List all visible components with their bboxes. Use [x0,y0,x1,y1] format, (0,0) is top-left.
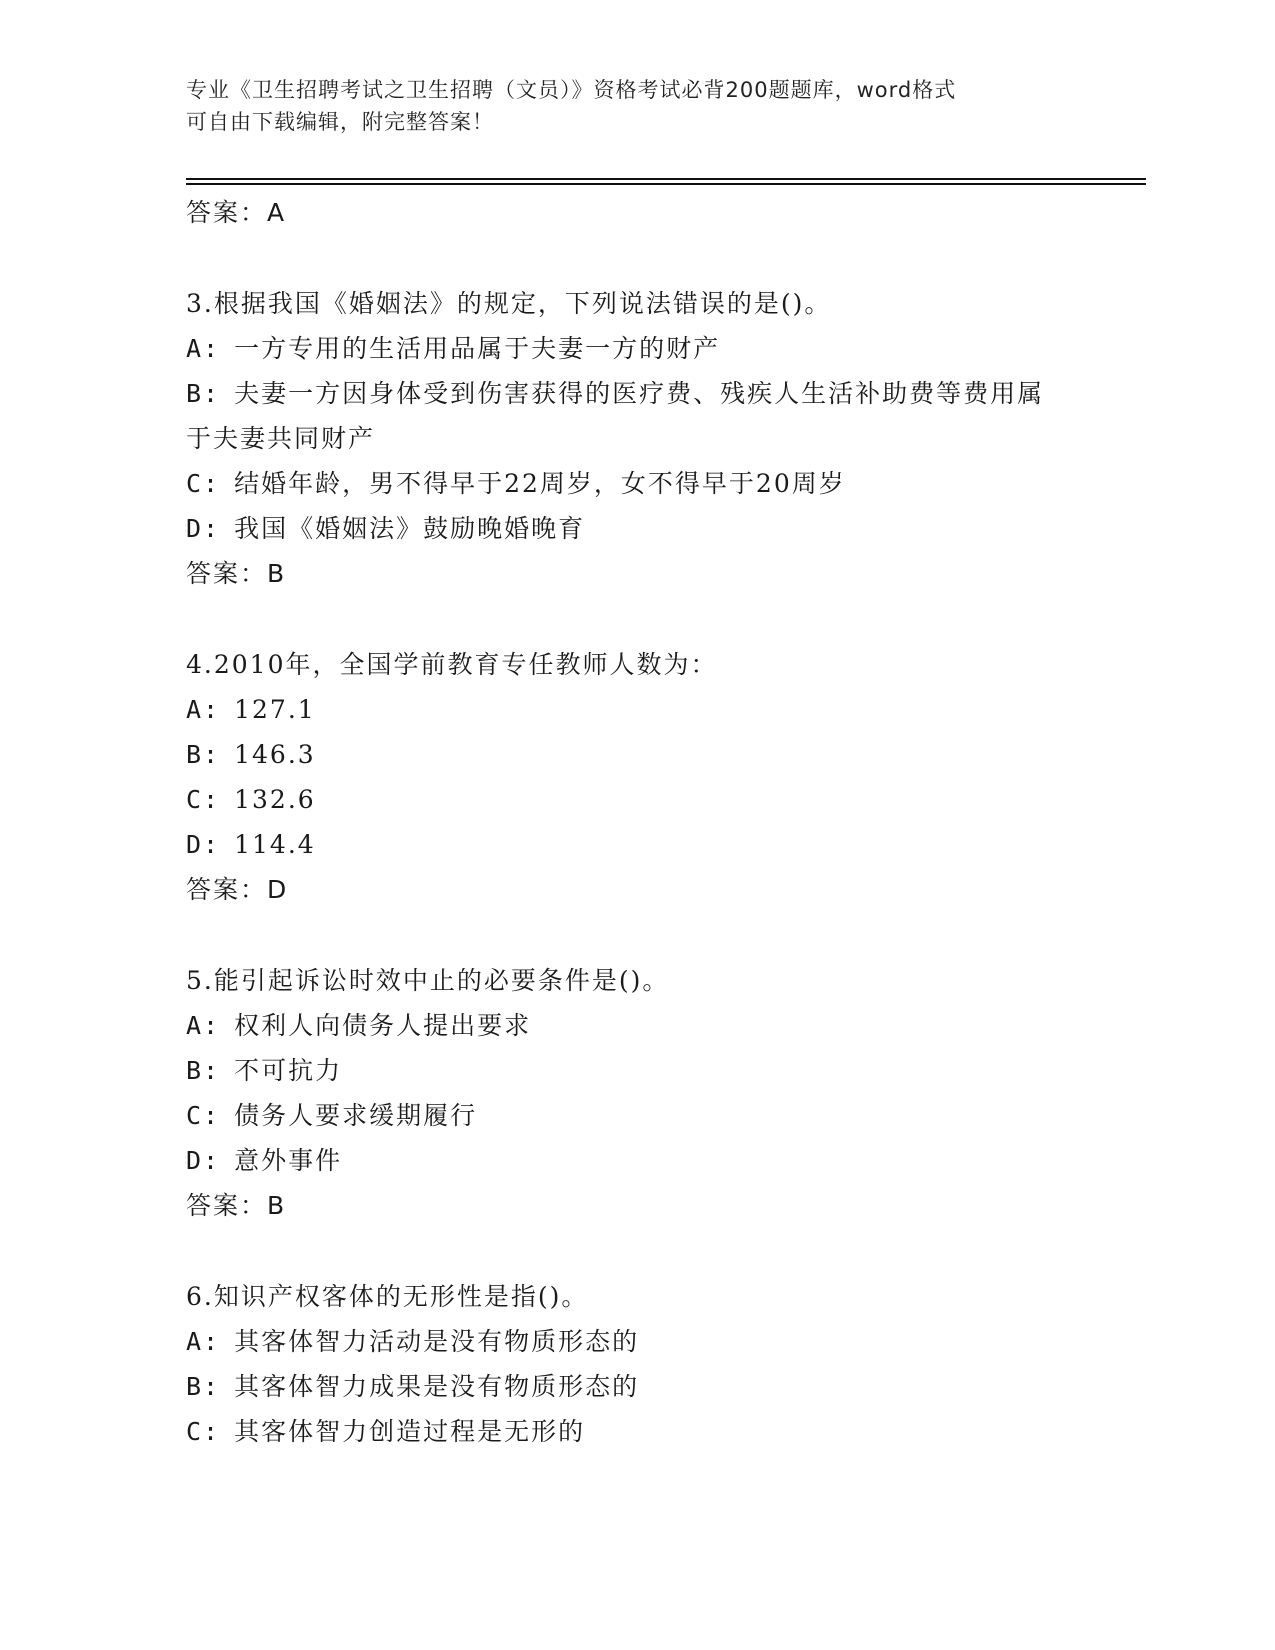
document-header [186,74,1086,138]
option-c [186,461,1066,506]
option-key: D: [186,514,221,543]
option-text: 不可抗力 [234,1056,343,1085]
option-d [186,822,1066,867]
answer-line: 答案：B [186,559,287,588]
header-rule-bottom [186,183,1146,185]
option-text: 我国《婚姻法》鼓励晚婚晚育 [234,514,586,543]
option-c [186,1409,1066,1454]
option-c [186,777,1066,822]
option-key: A: [186,695,221,724]
question-item [186,642,1186,913]
option-text: 其客体智力成果是没有物质形态的 [234,1372,640,1401]
option-text: 其客体智力活动是没有物质形态的 [234,1327,640,1356]
option-key: B: [186,740,221,769]
option-d [186,1138,1066,1183]
header-rule-top [186,178,1146,180]
option-b [186,371,1066,461]
option-key: A: [186,1327,221,1356]
option-a [186,1319,1066,1364]
option-key: A: [186,1011,221,1040]
option-key: B: [186,1372,221,1401]
option-text: 权利人向债务人提出要求 [234,1011,532,1040]
question-list [186,190,1186,1454]
option-d [186,506,1066,551]
option-a [186,1003,1066,1048]
option-c [186,1093,1066,1138]
option-text: 127.1 [234,695,316,724]
question-stem: 5.能引起诉讼时效中止的必要条件是()。 [186,966,670,995]
question-item [186,281,1186,597]
option-text: 114.4 [234,830,316,859]
option-text: 146.3 [234,740,316,769]
option-key: C: [186,1417,221,1446]
question-item [186,1274,1186,1454]
option-b [186,732,1066,777]
question-stem: 6.知识产权客体的无形性是指()。 [186,1282,589,1311]
option-text: 债务人要求缓期履行 [234,1101,478,1130]
option-text: 夫妻一方因身体受到伤害获得的医疗费、残疾人生活补助费等费用属于夫妻共同财产 [186,379,1045,453]
option-key: B: [186,379,221,408]
option-b [186,1048,1066,1093]
option-key: B: [186,1056,221,1085]
question-item [186,958,1186,1229]
option-text: 一方专用的生活用品属于夫妻一方的财产 [234,334,721,363]
option-key: D: [186,830,221,859]
question-stem: 4.2010年，全国学前教育专任教师人数为： [186,650,718,679]
answer-line: 答案：B [186,1191,287,1220]
spacer [186,913,1186,958]
spacer [186,236,1186,281]
header-title-line-2: 可自由下载编辑，附完整答案！ [186,110,494,134]
option-text: 意外事件 [234,1146,343,1175]
option-key: C: [186,469,221,498]
option-key: C: [186,785,221,814]
option-key: A: [186,334,221,363]
option-b [186,1364,1066,1409]
spacer [186,1229,1186,1274]
option-a [186,687,1066,732]
spacer [186,597,1186,642]
option-text: 结婚年龄，男不得早于22周岁，女不得早于20周岁 [234,469,846,498]
option-text: 132.6 [234,785,316,814]
option-key: D: [186,1146,221,1175]
question-stem: 3.根据我国《婚姻法》的规定，下列说法错误的是()。 [186,289,832,318]
header-title-line-1: 专业《卫生招聘考试之卫生招聘（文员）》资格考试必背200题题库，word格式 [186,78,957,102]
answer-line: 答案：A [186,198,287,227]
option-a [186,326,1066,371]
answer-line: 答案：D [186,875,289,904]
option-text: 其客体智力创造过程是无形的 [234,1417,586,1446]
option-key: C: [186,1101,221,1130]
